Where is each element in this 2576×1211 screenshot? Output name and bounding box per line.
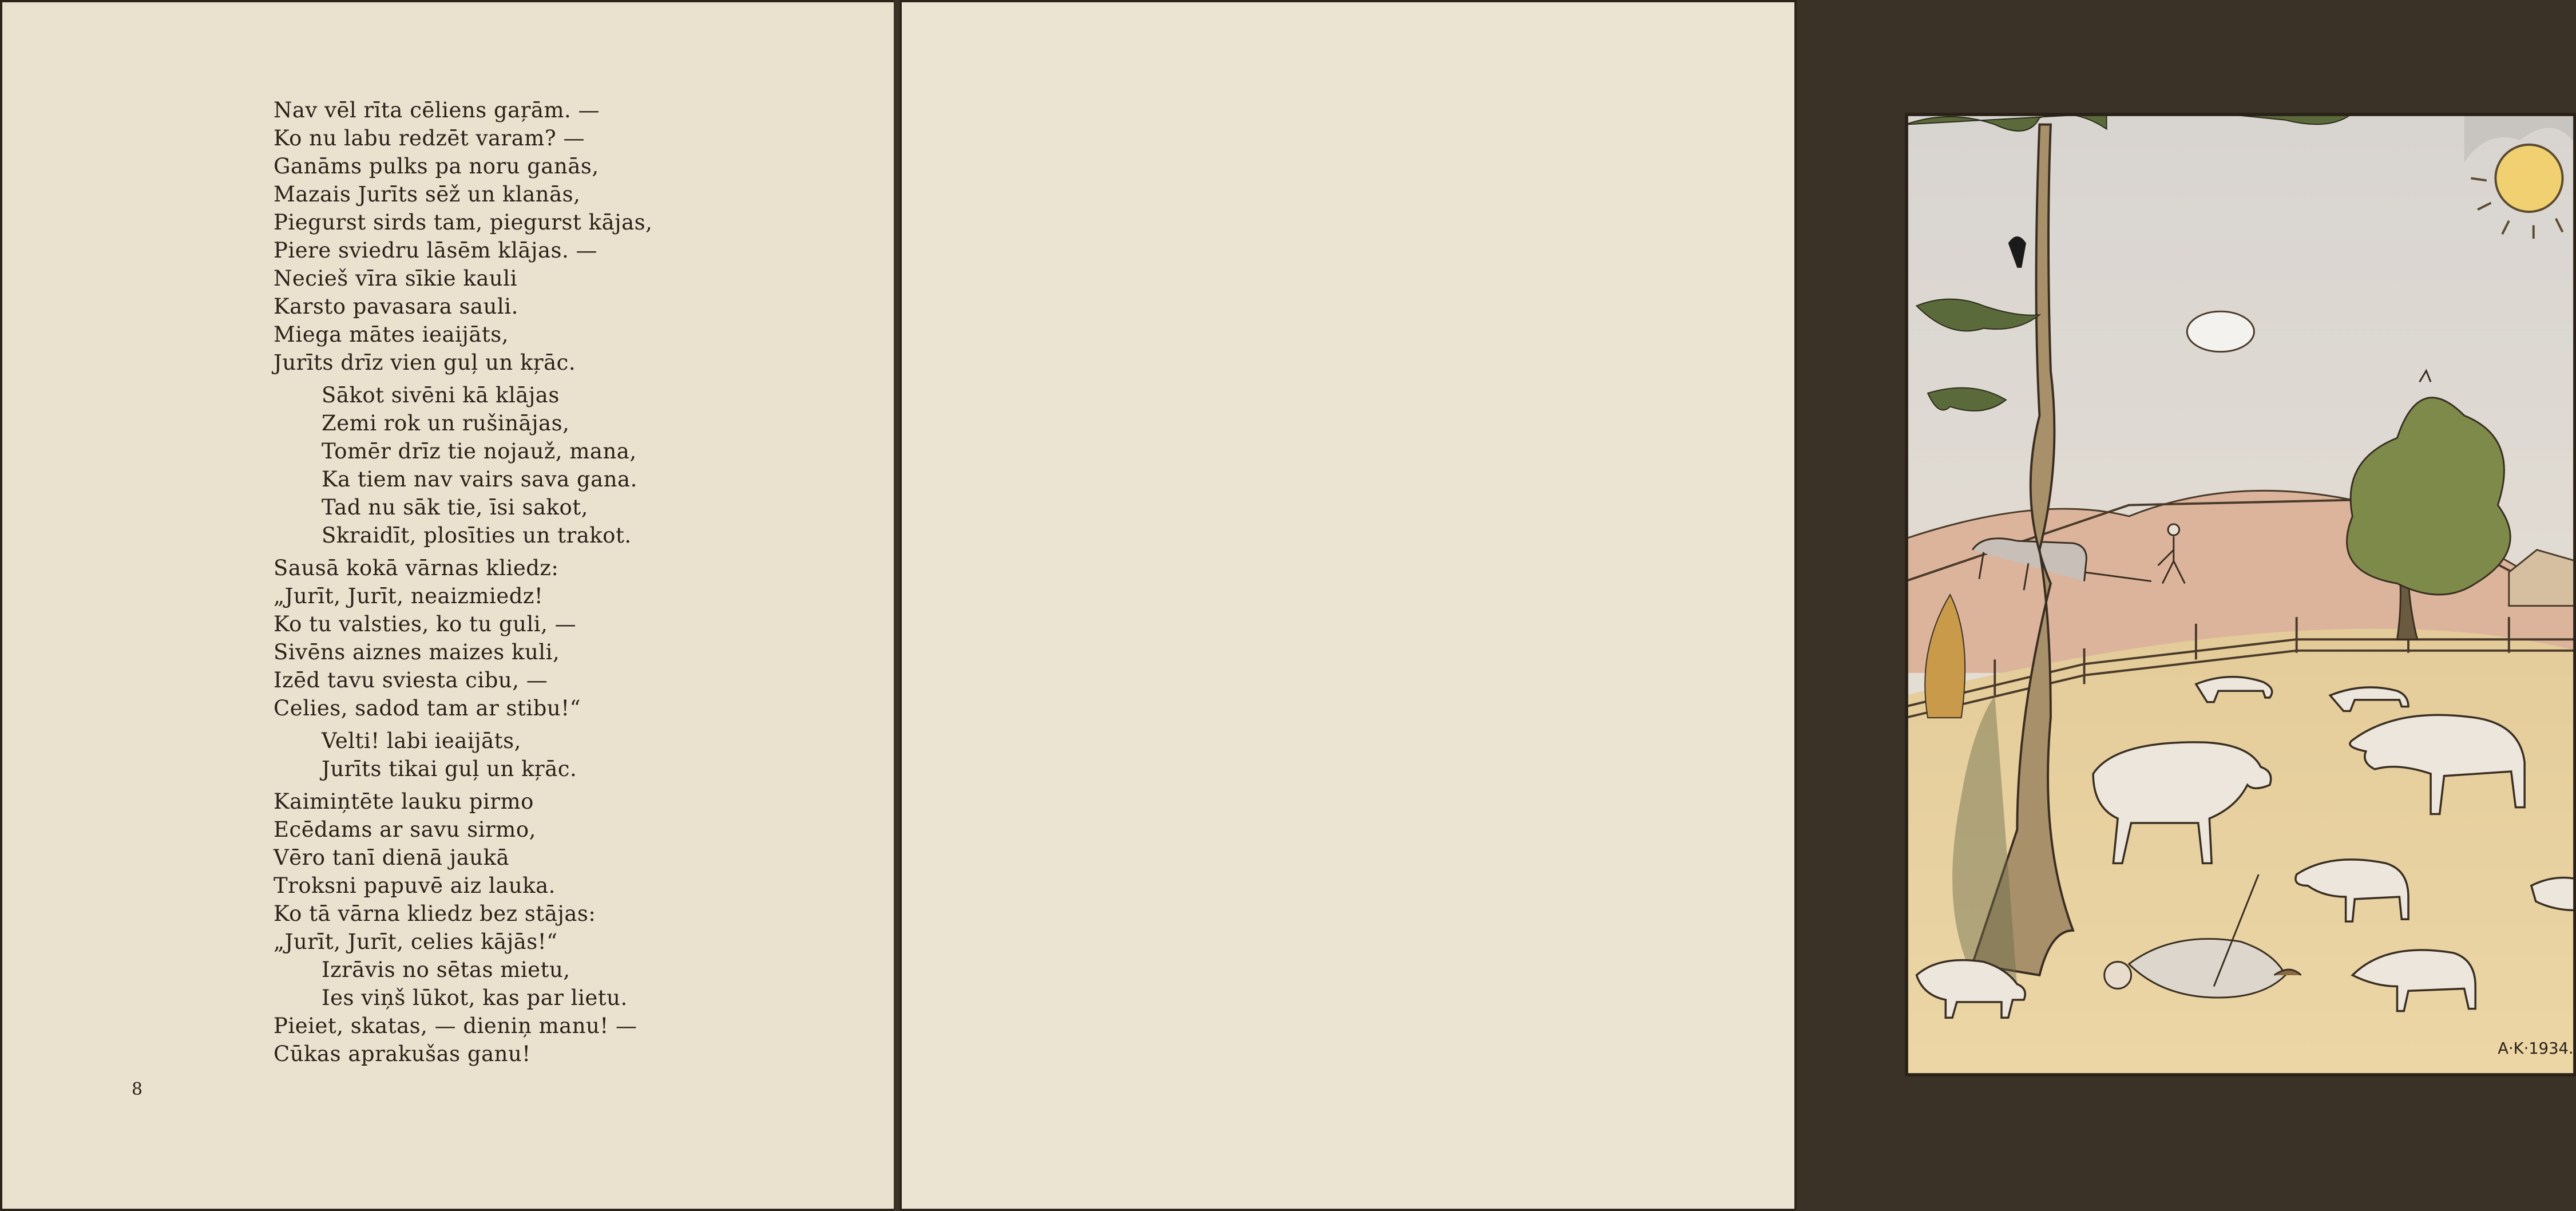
illustration xyxy=(1905,113,2576,1076)
poem-line: Ecēdams ar savu sirmo, xyxy=(274,817,536,842)
poem-line: Miega mātes ieaijāts, xyxy=(274,322,509,347)
poem-line: „Jurīt, Jurīt, neaizmiedz! xyxy=(274,584,544,608)
poem-line: Sivēns aiznes maizes kuli, xyxy=(274,640,560,664)
poem-line: Ganāms pulks pa noru ganās, xyxy=(274,154,599,179)
poem-line: Tad nu sāk tie, īsi sakot, xyxy=(322,495,588,520)
poem-line: Ko nu labu redzēt varam? — xyxy=(274,126,585,151)
poem-text xyxy=(274,96,880,1068)
poem-line: Jurīts drīz vien guļ un kŗāc. xyxy=(274,350,576,375)
poem-line: Karsto pavasara sauli. xyxy=(274,294,518,319)
poem-line: Izrāvis no sētas mietu, xyxy=(322,957,570,982)
page-number: 8 xyxy=(132,1079,143,1099)
poem-line: Izēd tavu sviesta cibu, — xyxy=(274,668,548,692)
right-page xyxy=(899,0,2574,1211)
poem-line: Sākot sivēni kā klājas xyxy=(322,383,560,407)
poem-line: Troksni papuvē aiz lauka. xyxy=(274,873,556,898)
poem-line: Sausā kokā vārnas kliedz: xyxy=(274,556,559,580)
poem-line: Celies, sadod tam ar stibu!“ xyxy=(274,696,581,721)
poem-line: Nav vēl rīta cēliens gaŗām. — xyxy=(274,98,600,122)
poem-line: Ka tiem nav vairs sava gana. xyxy=(322,467,637,492)
left-page xyxy=(0,0,896,1211)
poem-line: Necieš vīra sīkie kauli xyxy=(274,266,517,291)
poem-line: Piegurst sirds tam, piegurst kājas, xyxy=(274,210,653,235)
poem-line: Piere sviedru lāsēm klājas. — xyxy=(274,238,598,263)
poem-line: Kaimiņtēte lauku pirmo xyxy=(274,789,534,814)
poem-line: Ko tu valsties, ko tu guli, — xyxy=(274,612,577,636)
poem-line: Cūkas aprakušas ganu! xyxy=(274,1042,531,1066)
poem-line: Pieiet, skatas, — dieniņ manu! — xyxy=(274,1014,637,1038)
artist-signature: A·K·1934. xyxy=(2498,1039,2574,1058)
poem-line: „Jurīt, Jurīt, celies kājās!“ xyxy=(274,929,558,954)
poem-line: Ko tā vārna kliedz bez stājas: xyxy=(274,901,596,926)
poem-line: Ies viņš lūkot, kas par lietu. xyxy=(322,986,628,1010)
poem-line: Vēro tanī dienā jaukā xyxy=(274,845,510,870)
poem-line: Zemi rok un rušinājas, xyxy=(322,411,570,436)
cloud xyxy=(2187,311,2254,351)
poem-line: Skraidīt, plosīties un trakot. xyxy=(322,523,632,548)
poem-line: Jurīts tikai guļ un kŗāc. xyxy=(322,757,577,781)
poem-line: Mazais Jurīts sēž un klanās, xyxy=(274,182,581,207)
poem-line: Tomēr drīz tie nojauž, mana, xyxy=(322,439,637,464)
poem-line: Velti! labi ieaijāts, xyxy=(322,729,521,753)
